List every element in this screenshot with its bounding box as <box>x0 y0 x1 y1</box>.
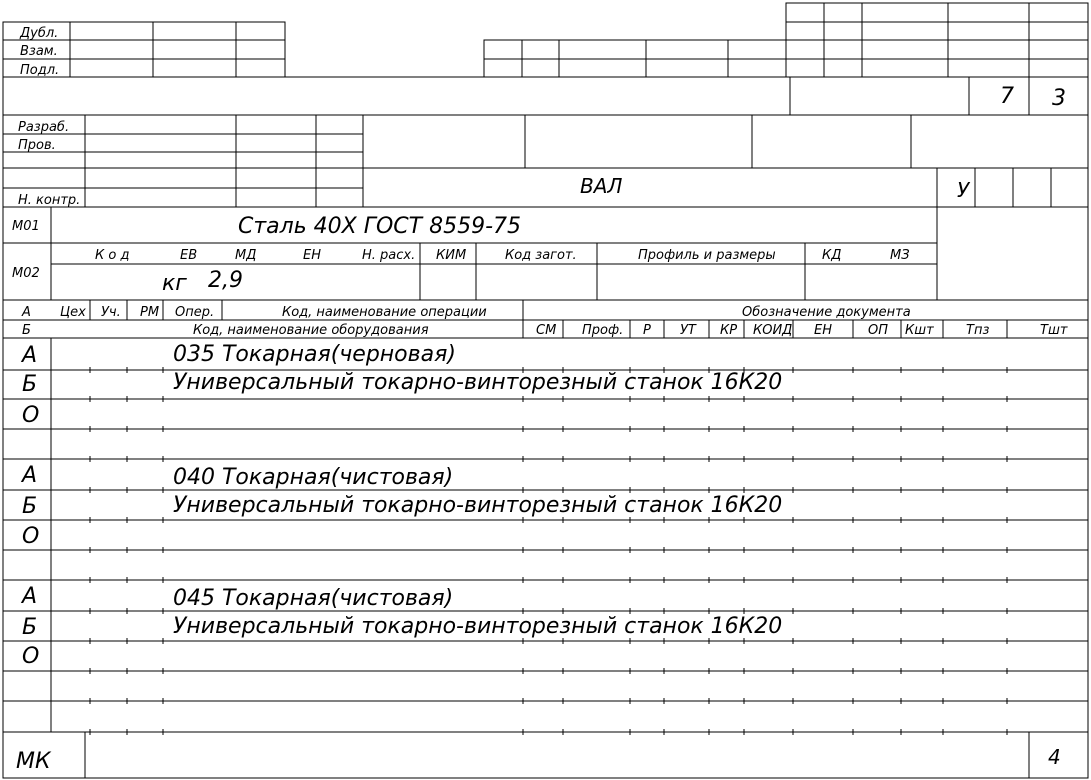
header-op: ОП <box>868 323 889 338</box>
row-3-label: О <box>22 403 40 428</box>
header-koid: КОИД <box>753 323 793 338</box>
footer-grid <box>3 732 1088 778</box>
row-6-label: Б <box>22 494 38 519</box>
mass-unit: кг <box>162 271 187 296</box>
letter-code: У <box>957 178 970 202</box>
m02-label: М02 <box>12 266 40 281</box>
row-10-label: Б <box>22 615 38 640</box>
header-tpz: Тпз <box>966 323 990 338</box>
header-cex: Цех <box>60 305 86 320</box>
row-5-text: 040 Токарная(чистовая) <box>173 465 454 490</box>
col-en: ЕН <box>303 248 321 263</box>
top-stamp-grid <box>3 3 1088 207</box>
header-kr: КР <box>720 323 738 338</box>
dubl-label: Дубл. <box>20 26 59 41</box>
col-mz: МЗ <box>890 248 910 263</box>
podl-label: Подл. <box>20 63 60 78</box>
sheets-total: 7 <box>1000 84 1014 109</box>
header-ut: УТ <box>680 323 696 338</box>
mass-value: 2,9 <box>208 268 243 293</box>
header-r: Р <box>643 323 651 338</box>
col-ev: ЕВ <box>180 248 198 263</box>
n-kontr-label: Н. контр. <box>18 193 81 208</box>
header-rm: РМ <box>140 305 160 320</box>
header-op-name: Код, наименование операции <box>282 305 487 320</box>
col-n-rash: Н. расх. <box>362 248 416 263</box>
row-6-text: Универсальный токарно-винторезный станок 16К20 <box>173 493 783 518</box>
header-equip: Код, наименование оборудования <box>193 323 429 338</box>
vzam-label: Взам. <box>20 44 58 59</box>
row-2-label: Б <box>22 372 38 397</box>
header-en: ЕН <box>814 323 832 338</box>
sheet-number: 3 <box>1052 86 1066 111</box>
header-b-label: Б <box>22 323 31 338</box>
material-name: Сталь 40Х ГОСТ 8559-75 <box>238 214 522 239</box>
razrab-label: Разраб. <box>18 120 70 135</box>
row-5-label: А <box>22 463 38 488</box>
col-kd: КД <box>822 248 842 263</box>
row-1-label: А <box>22 343 38 368</box>
prov-label: Пров. <box>18 138 56 153</box>
col-kod-zagot: Код загот. <box>505 248 577 263</box>
row-9-text: 045 Токарная(чистовая) <box>173 586 454 611</box>
header-tsht: Тшт <box>1040 323 1068 338</box>
col-md: МД <box>235 248 257 263</box>
col-profil: Профиль и размеры <box>638 248 776 263</box>
col-kod: К о д <box>95 248 130 263</box>
column-ticks <box>90 367 1007 735</box>
row-9-label: А <box>22 584 38 609</box>
header-oper: Опер. <box>175 305 215 320</box>
header-doc: Обозначение документа <box>742 305 911 320</box>
row-2-text: Универсальный токарно-винторезный станок 16К20 <box>173 370 783 395</box>
header-sm: СМ <box>536 323 557 338</box>
form-code: МК <box>16 749 51 774</box>
row-7-label: О <box>22 524 40 549</box>
row-11-label: О <box>22 644 40 669</box>
part-name: ВАЛ <box>580 174 623 198</box>
header-uch: Уч. <box>101 305 121 320</box>
row-1-text: 035 Токарная(черновая) <box>173 342 456 367</box>
m01-label: М01 <box>12 219 40 234</box>
header-ksht: Кшт <box>905 323 934 338</box>
page-number: 4 <box>1048 745 1061 769</box>
row-10-text: Универсальный токарно-винторезный станок 16К20 <box>173 614 783 639</box>
header-prof: Проф. <box>582 323 624 338</box>
header-a-label: А <box>22 305 31 320</box>
col-kim: КИМ <box>436 248 467 263</box>
